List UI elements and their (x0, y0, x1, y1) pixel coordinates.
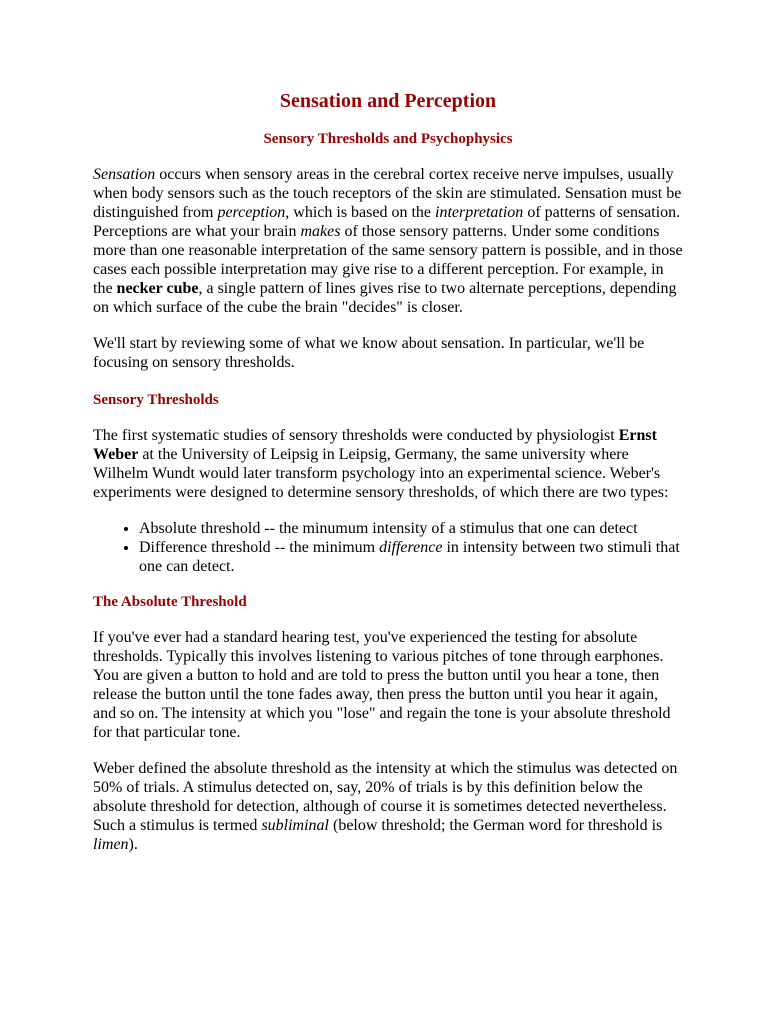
text-run: of those sensory patterns. Under some conditions more than one reasonable interpretation of the same sensory pattern is possible, and in those cases each possible interpretation may give rise to a different perception. For example, in the (93, 223, 683, 297)
text-run: occurs when sensory areas in the cerebral cortex receive nerve impulses, usually when body sensors such as the touch receptors of the skin are stimulated. Sensation must be distinguished from (93, 166, 682, 221)
section-heading-sensory-thresholds: Sensory Thresholds (93, 392, 219, 408)
threshold-types-list (93, 519, 683, 576)
list-item-difference-threshold (139, 538, 683, 576)
text-run: of patterns of sensation. Perceptions are what your brain (93, 204, 681, 240)
text-run: Difference threshold -- the minimum (139, 539, 380, 556)
absolute-threshold-paragraph-1 (93, 628, 683, 742)
page-title: Sensation and Perception (279, 90, 497, 112)
italic-term: subliminal (261, 817, 329, 834)
italic-term: Sensation (93, 166, 156, 183)
italic-term: difference (379, 539, 443, 556)
text-run: We'll start by reviewing some of what we know about sensation. In particular, we'll be focusing on sensory thresholds. (93, 335, 645, 371)
italic-term: limen (93, 836, 129, 853)
text-run: at the University of Leipsig in Leipsig, Germany, the same university where Wilhelm Wundt would later transform psychology into an experimental science. Weber's experiments were designed to determine sensory thresholds, of which there are two types: (93, 446, 669, 501)
intro-paragraph-1 (93, 165, 683, 317)
text-run: Absolute threshold -- the minumum intensity of a stimulus that one can detect (139, 520, 638, 537)
italic-term: interpretation (435, 204, 524, 221)
bold-term: Ernst Weber (93, 427, 657, 463)
bold-term: necker cube (116, 280, 199, 297)
text-run: in intensity between two stimuli that one can detect. (139, 539, 680, 575)
italic-term: perception (217, 204, 286, 221)
text-run: Weber defined the absolute threshold as the intensity at which the stimulus was detected on 50% of trials. A stimulus detected on, say, 20% of trials is by this definition below the absolute threshold for detection, although of course it is sometimes detected nevertheless. Such a stimulus is termed (93, 760, 678, 834)
text-run: If you've ever had a standard hearing test, you've experienced the testing for absolute thresholds. Typically this involves listening to various pitches of tone through earphones. You are given a button to hold and are told to press the button until you hear a tone, then release the button until the tone fades away, then press the button until you hear it again, and so on. The intensity at which you "lose" and regain the tone is your absolute threshold for that particular tone. (93, 629, 671, 741)
italic-term: makes (300, 223, 341, 240)
page-subtitle: Sensory Thresholds and Psychophysics (263, 131, 513, 147)
absolute-threshold-paragraph-2 (93, 759, 683, 854)
sensory-thresholds-paragraph (93, 426, 683, 502)
document-page (93, 86, 683, 871)
intro-paragraph-2 (93, 334, 683, 372)
list-item-absolute-threshold (139, 519, 683, 538)
text-run: , which is based on the (285, 204, 436, 221)
text-run: The first systematic studies of sensory thresholds were conducted by physiologist (93, 427, 619, 444)
text-run: ). (128, 836, 138, 853)
text-run: (below threshold; the German word for threshold is (329, 817, 663, 834)
text-run: , a single pattern of lines gives rise to two alternate perceptions, depending on which surface of the cube the brain "decides" is closer. (93, 280, 677, 316)
section-heading-absolute-threshold: The Absolute Threshold (93, 594, 247, 610)
